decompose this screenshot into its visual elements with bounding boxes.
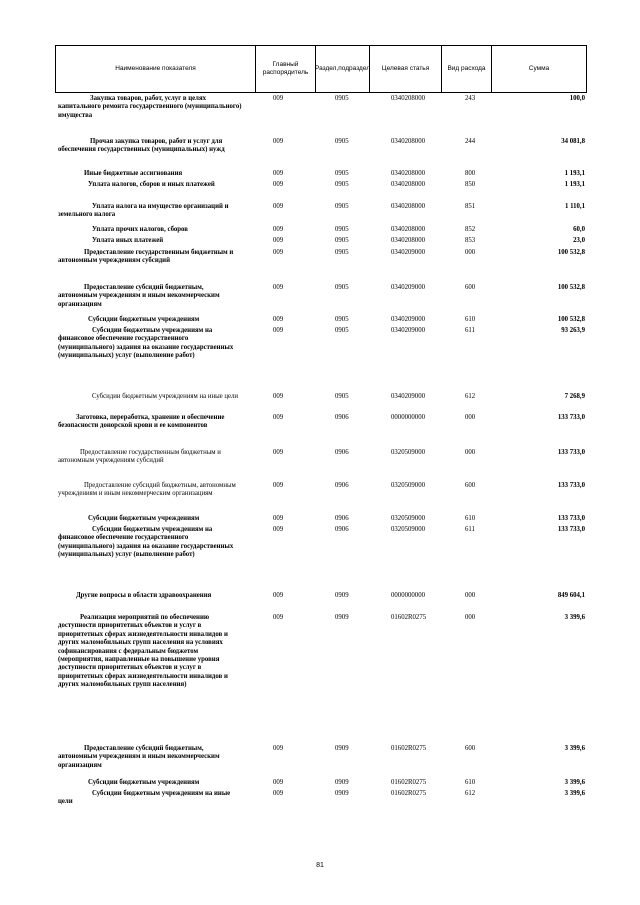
row-razdel: 0905 bbox=[335, 237, 349, 244]
row-sum: 23,0 bbox=[573, 237, 585, 244]
row-vr: 600 bbox=[465, 284, 476, 291]
row-sum: 133 733,0 bbox=[557, 449, 585, 456]
row-grbs: 009 bbox=[273, 170, 284, 177]
row-csr: 0000000000 bbox=[391, 414, 425, 421]
row-csr: 0340209000 bbox=[391, 393, 425, 400]
row-sum: 1 193,1 bbox=[564, 181, 585, 188]
row-vr: 850 bbox=[465, 181, 476, 188]
row-razdel: 0909 bbox=[335, 790, 349, 797]
row-razdel: 0909 bbox=[335, 592, 349, 599]
row-vr: 243 bbox=[465, 95, 476, 102]
table-header bbox=[55, 45, 587, 93]
row-name: Субсидии бюджетным учреждениям на финансовое обеспечение государственного (муниципального) задания на оказание государственных (муниципальных) услуг (выполнение работ) bbox=[58, 526, 234, 559]
row-grbs: 009 bbox=[273, 515, 284, 522]
row-vr: 611 bbox=[465, 327, 475, 334]
row-vr: 612 bbox=[465, 790, 476, 797]
row-name: Субсидии бюджетным учреждениям bbox=[88, 779, 200, 786]
row-sum: 1 110,1 bbox=[564, 203, 585, 210]
row-razdel: 0909 bbox=[335, 745, 349, 752]
row-vr: 610 bbox=[465, 515, 476, 522]
row-name: Субсидии бюджетным учреждениям на финансовое обеспечение государственного (муниципального) задания на оказание государственных (муниципальных) услуг (выполнение работ) bbox=[58, 327, 234, 360]
row-vr: 000 bbox=[465, 449, 476, 456]
row-vr: 000 bbox=[465, 249, 476, 256]
row-vr: 000 bbox=[465, 414, 476, 421]
row-vr: 244 bbox=[465, 138, 476, 145]
row-grbs: 009 bbox=[273, 449, 284, 456]
row-csr: 0320509000 bbox=[391, 515, 425, 522]
row-sum: 100 532,8 bbox=[557, 316, 585, 323]
row-razdel: 0906 bbox=[335, 449, 349, 456]
row-csr: 0320509000 bbox=[391, 449, 425, 456]
row-name: Заготовка, переработка, хранение и обеспечение безопасности донорской крови и ее компонентов bbox=[58, 414, 225, 430]
row-csr: 01602R0275 bbox=[391, 779, 427, 786]
row-csr: 0340209000 bbox=[391, 316, 425, 323]
row-name: Уплата иных платежей bbox=[92, 237, 164, 244]
row-razdel: 0905 bbox=[335, 393, 349, 400]
row-grbs: 009 bbox=[273, 592, 284, 599]
row-sum: 3 399,6 bbox=[564, 779, 585, 786]
row-sum: 133 733,0 bbox=[557, 482, 585, 489]
row-csr: 0320509000 bbox=[391, 526, 425, 533]
row-vr: 600 bbox=[465, 745, 476, 752]
row-name: Субсидии бюджетным учреждениям на иные цели bbox=[58, 790, 231, 806]
row-grbs: 009 bbox=[273, 393, 284, 400]
row-csr: 0340208000 bbox=[391, 226, 425, 233]
row-name: Прочая закупка товаров, работ и услуг для обеспечения государственных (муниципальных) нужд bbox=[58, 138, 225, 154]
row-grbs: 009 bbox=[273, 138, 284, 145]
row-grbs: 009 bbox=[273, 779, 284, 786]
row-razdel: 0905 bbox=[335, 249, 349, 256]
row-csr: 0340208000 bbox=[391, 237, 425, 244]
row-vr: 000 bbox=[465, 614, 476, 621]
row-vr: 852 bbox=[465, 226, 476, 233]
row-name: Субсидии бюджетным учреждениям bbox=[88, 515, 200, 522]
row-razdel: 0905 bbox=[335, 181, 349, 188]
row-csr: 0000000000 bbox=[391, 592, 425, 599]
row-grbs: 009 bbox=[273, 249, 284, 256]
row-name: Уплата налога на имущество организаций и земельного налога bbox=[58, 203, 229, 219]
row-razdel: 0905 bbox=[335, 170, 349, 177]
page-number: 81 bbox=[316, 862, 324, 869]
row-grbs: 009 bbox=[273, 614, 284, 621]
row-name: Субсидии бюджетным учреждениям на иные цели bbox=[92, 393, 239, 400]
header-grbs: Главный распорядитель bbox=[256, 46, 316, 92]
row-name: Предоставление субсидий бюджетным, автономным учреждениям и иным некоммерческим организациям bbox=[58, 284, 220, 308]
row-vr: 611 bbox=[465, 526, 475, 533]
row-sum: 133 733,0 bbox=[557, 526, 585, 533]
row-razdel: 0905 bbox=[335, 316, 349, 323]
row-csr: 0340208000 bbox=[391, 203, 425, 210]
row-sum: 100 532,8 bbox=[557, 249, 585, 256]
header-razdel: Раздел,подраздел bbox=[316, 46, 370, 92]
row-razdel: 0905 bbox=[335, 327, 349, 334]
row-vr: 612 bbox=[465, 393, 476, 400]
row-vr: 000 bbox=[465, 592, 476, 599]
row-grbs: 009 bbox=[273, 745, 284, 752]
row-razdel: 0905 bbox=[335, 138, 349, 145]
row-razdel: 0905 bbox=[335, 95, 349, 102]
row-csr: 0340208000 bbox=[391, 181, 425, 188]
row-name: Предоставление государственным бюджетным и автономным учреждениям субсидий bbox=[58, 249, 234, 265]
row-grbs: 009 bbox=[273, 526, 284, 533]
row-sum: 34 081,8 bbox=[561, 138, 585, 145]
row-csr: 01602R0275 bbox=[391, 745, 427, 752]
row-razdel: 0905 bbox=[335, 284, 349, 291]
row-razdel: 0905 bbox=[335, 226, 349, 233]
row-name: Уплата налогов, сборов и иных платежей bbox=[88, 181, 215, 188]
row-sum: 133 733,0 bbox=[557, 515, 585, 522]
row-name: Предоставление государственным бюджетным и автономным учреждениям субсидий bbox=[58, 449, 221, 465]
row-csr: 0340209000 bbox=[391, 327, 425, 334]
row-vr: 851 bbox=[465, 203, 476, 210]
row-vr: 610 bbox=[465, 779, 476, 786]
row-csr: 01602R0275 bbox=[391, 790, 427, 797]
row-csr: 01602R0275 bbox=[391, 614, 427, 621]
row-vr: 610 bbox=[465, 316, 476, 323]
row-sum: 100,0 bbox=[569, 95, 585, 102]
row-name: Субсидии бюджетным учреждениям bbox=[88, 316, 200, 323]
row-csr: 0340208000 bbox=[391, 138, 425, 145]
row-name: Предоставление субсидий бюджетным, автономным учреждениям и иным некоммерческим организациям bbox=[58, 745, 220, 769]
row-vr: 800 bbox=[465, 170, 476, 177]
row-name: Закупка товаров, работ, услуг в целях капитального ремонта государственного (муниципального) имущества bbox=[58, 95, 242, 119]
row-grbs: 009 bbox=[273, 284, 284, 291]
row-name: Реализация мероприятий по обеспечению доступности приоритетных объектов и услуг в приоритетных сферах жизнедеятельности инвалидов и других маломобильных групп населения на условиях софинансирования с федеральным бюджетом (мероприятия, направленные на повышение уровня доступности приоритетных объектов и услуг в приоритетных сферах жизнедеятельности инвалидов и других маломобильных групп населения) bbox=[58, 614, 228, 689]
row-sum: 60,0 bbox=[573, 226, 585, 233]
row-sum: 100 532,8 bbox=[557, 284, 585, 291]
row-grbs: 009 bbox=[273, 327, 284, 334]
row-sum: 3 399,6 bbox=[564, 790, 585, 797]
row-sum: 7 268,9 bbox=[564, 393, 585, 400]
row-csr: 0340209000 bbox=[391, 249, 425, 256]
row-grbs: 009 bbox=[273, 203, 284, 210]
row-csr: 0340209000 bbox=[391, 284, 425, 291]
row-name: Предоставление субсидий бюджетным, автономным учреждениям и иным некоммерческим организациям bbox=[58, 482, 236, 498]
row-name: Уплата прочих налогов, сборов bbox=[92, 226, 188, 233]
row-csr: 0320509000 bbox=[391, 482, 425, 489]
row-name: Другие вопросы в области здравоохранения bbox=[76, 592, 212, 599]
row-grbs: 009 bbox=[273, 237, 284, 244]
row-sum: 849 604,1 bbox=[557, 592, 585, 599]
row-grbs: 009 bbox=[273, 95, 284, 102]
row-grbs: 009 bbox=[273, 316, 284, 323]
row-razdel: 0906 bbox=[335, 482, 349, 489]
row-sum: 3 399,6 bbox=[564, 614, 585, 621]
header-sum: Сумма bbox=[528, 65, 550, 72]
header-csr: Целевая статья bbox=[370, 46, 442, 92]
row-grbs: 009 bbox=[273, 181, 284, 188]
row-vr: 853 bbox=[465, 237, 476, 244]
row-grbs: 009 bbox=[273, 482, 284, 489]
row-csr: 0340208000 bbox=[391, 170, 425, 177]
row-grbs: 009 bbox=[273, 790, 284, 797]
row-razdel: 0906 bbox=[335, 414, 349, 421]
row-razdel: 0906 bbox=[335, 526, 349, 533]
header-name: Наименование показателя bbox=[56, 46, 256, 92]
header-vr: Вид расхода bbox=[442, 46, 492, 92]
row-name: Иные бюджетные ассигнования bbox=[84, 170, 183, 177]
row-grbs: 009 bbox=[273, 226, 284, 233]
row-sum: 133 733,0 bbox=[557, 414, 585, 421]
row-vr: 600 bbox=[465, 482, 476, 489]
row-razdel: 0906 bbox=[335, 515, 349, 522]
row-sum: 93 263,9 bbox=[561, 327, 585, 334]
row-razdel: 0909 bbox=[335, 779, 349, 786]
row-csr: 0340208000 bbox=[391, 95, 425, 102]
row-sum: 1 193,1 bbox=[564, 170, 585, 177]
row-sum: 3 399,6 bbox=[564, 745, 585, 752]
row-grbs: 009 bbox=[273, 414, 284, 421]
row-razdel: 0905 bbox=[335, 203, 349, 210]
row-razdel: 0909 bbox=[335, 614, 349, 621]
